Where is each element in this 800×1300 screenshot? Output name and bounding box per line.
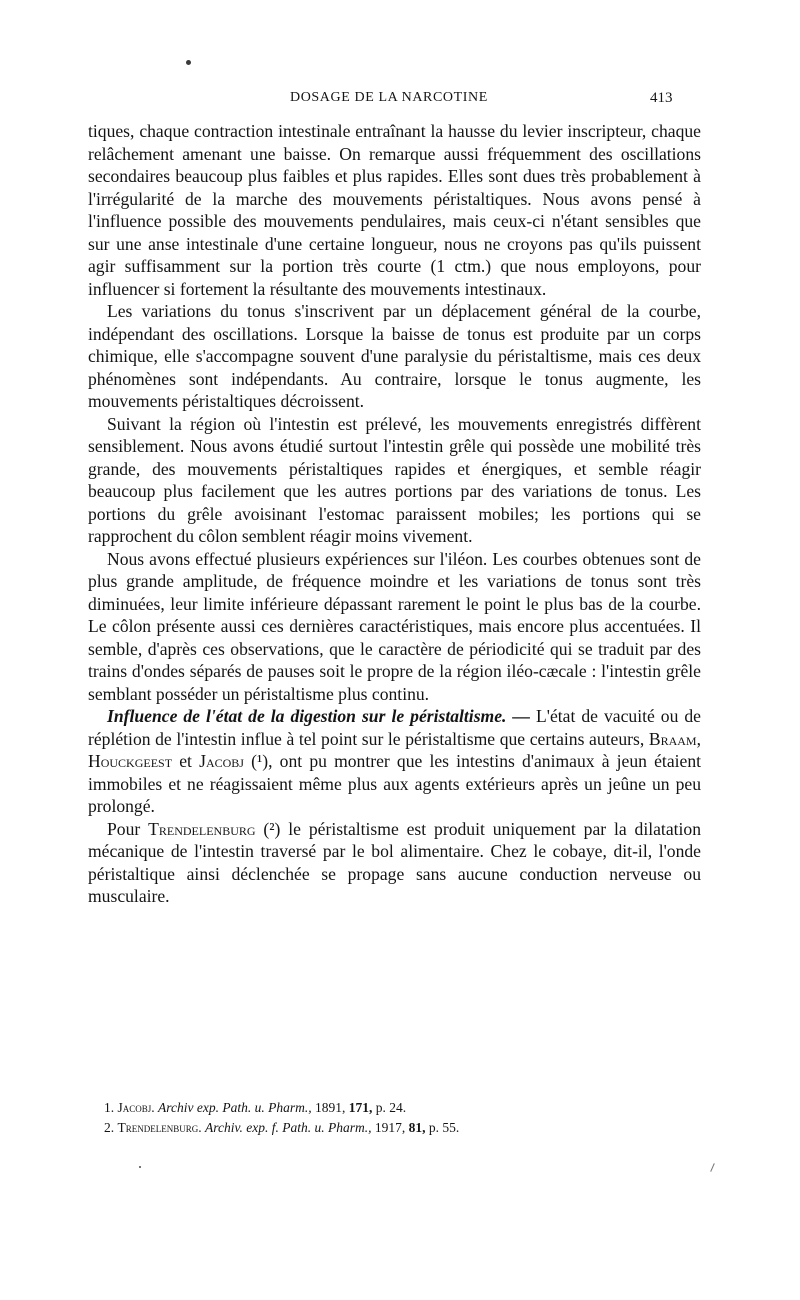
footnote-page: p. 55. xyxy=(428,1120,460,1135)
paragraph-trendelenburg xyxy=(88,818,701,908)
word-pour: Pour xyxy=(107,818,141,839)
paragraph-tonus-variations: Les variations du tonus s'inscrivent par un déplacement général de la courbe, indépendant des oscillations. Lorsque la baisse de tonus est produite par un corps chimique, elle s'accompagne souvent d'une paralysie du péristaltisme, mais ces deux phénomènes sont indépendants. Au contraire, lorsque le tonus augmente, les mouvements péristaltiques décroissent. xyxy=(88,301,701,411)
footnote-journal: Archiv. exp. f. Path. u. Pharm., xyxy=(205,1120,372,1135)
paragraph-continued: tiques, chaque contraction intestinale entraînant la hausse du levier inscripteur, chaque relâchement amenant une baisse. On remarque aussi fréquemment des oscillations secondaires beaucoup plus faibles et plus rapides. Elles sont dues très probablement à l'irrégularité de la marche des mouvements péristaltiques. Nous avons pensé à l'influence possible des mouvements pendulaires, mais ceux-ci n'étant sensibles que sur une anse intestinale d'une certaine longueur, nous ne croyons pas qu'ils puissent agir suffisamment sur la portion très courte (1 ctm.) que nous employons, pour influencer si fortement la résultante des mouvements intestinaux. xyxy=(88,121,701,299)
author-houckgeest: Houckgeest xyxy=(88,751,173,771)
running-header xyxy=(0,90,800,110)
footnote-1 xyxy=(104,1098,684,1118)
trendelenburg-text: le péristaltisme est produit uniquement par la dilatation mécanique de l'intestin traversé par le bol alimentaire. Chez le cobaye, dit-il, l'onde péristaltique ainsi déclenchée se propage sans aucune conduction nerveuse ou musculaire. xyxy=(88,818,701,906)
author-trendelenburg: Trendelenburg xyxy=(148,818,256,839)
section-heading: Influence de l'état de la digestion sur le péristaltisme. — xyxy=(107,706,531,726)
footnote-2 xyxy=(104,1118,684,1138)
body-text xyxy=(88,120,701,908)
footnote-volume: 171, xyxy=(348,1100,373,1115)
section-text-end: , ont pu montrer que les intestins d'animaux à jeun étaient immobiles et ne réagissaient même plus aux agents extérieurs après un jeûne un peu prolongé. xyxy=(88,751,702,816)
running-title: DOSAGE DE LA NARCOTINE xyxy=(290,90,488,105)
print-speck xyxy=(186,60,191,65)
author-jacobj: Jacobj xyxy=(199,751,244,771)
section-text-start: L'état de vacuité ou de réplétion de l'intestin influe à tel point sur le péristaltisme que certains auteurs, xyxy=(88,706,701,749)
footnote-volume: 81, xyxy=(408,1120,426,1135)
footnote-year: 1917, xyxy=(374,1120,406,1135)
footnotes xyxy=(104,1098,684,1138)
footnote-page: p. 24. xyxy=(375,1100,407,1115)
footnote-year: 1891, xyxy=(314,1100,346,1115)
conjunction-et: et xyxy=(179,751,192,771)
page-number: 413 xyxy=(650,90,673,106)
footnote-author: Jacobj. xyxy=(117,1100,155,1115)
footnote-number: 1. xyxy=(104,1100,115,1115)
print-mark xyxy=(710,1163,715,1172)
paragraph-digestion-influence: Influence de l'état de la digestion sur le péristaltisme. — L'état de vacuité ou de réplétion de l'intestin influe à tel point sur le péristaltisme que certains auteurs, Braam, Houckgeest et Jacobj (¹), ont pu montrer que les intestins d'animaux à jeun étaient immobiles et ne réagissaient même plus aux agents extérieurs après un jeûne un peu prolongé. xyxy=(88,706,702,816)
footnote-journal: Archiv exp. Path. u. Pharm., xyxy=(158,1100,312,1115)
paragraph-intestine-regions: Suivant la région où l'intestin est prélevé, les mouvements enregistrés diffèrent sensiblement. Nous avons étudié surtout l'intestin grêle qui possède une mobilité très grande, des mouvements péristaltiques rapides et énergiques, et semble réagir beaucoup plus facilement que les autres portions par des variations de tonus. Les portions du grêle avoisinant l'estomac paraissent mobiles; les portions qui se rapprochent du côlon semblent réagir moins vivement. xyxy=(88,413,701,546)
footnote-ref-1: (¹) xyxy=(251,751,269,771)
print-speck xyxy=(139,1166,141,1168)
paragraph-ileon-experiments: Nous avons effectué plusieurs expériences sur l'iléon. Les courbes obtenues sont de plus grande amplitude, de fréquence moindre et les variations de tonus sont très diminuées, leur limite inférieure dépassant rarement le point le plus bas de la courbe. Le côlon présente aussi ces dernières caractéristiques, mais encore plus accentuées. Il semble, d'après ces observations, que le caractère de périodicité qui se traduit par des trains d'ondes séparés de pauses soit le propre de la région iléo-cæcale : l'intestin grêle semblant posséder un péristaltisme plus continu. xyxy=(88,548,701,704)
author-braam: Braam xyxy=(648,728,697,749)
footnote-ref-2: (²) xyxy=(263,818,281,839)
footnote-number: 2. xyxy=(104,1120,115,1135)
footnote-author: Trendelenburg. xyxy=(117,1120,202,1135)
